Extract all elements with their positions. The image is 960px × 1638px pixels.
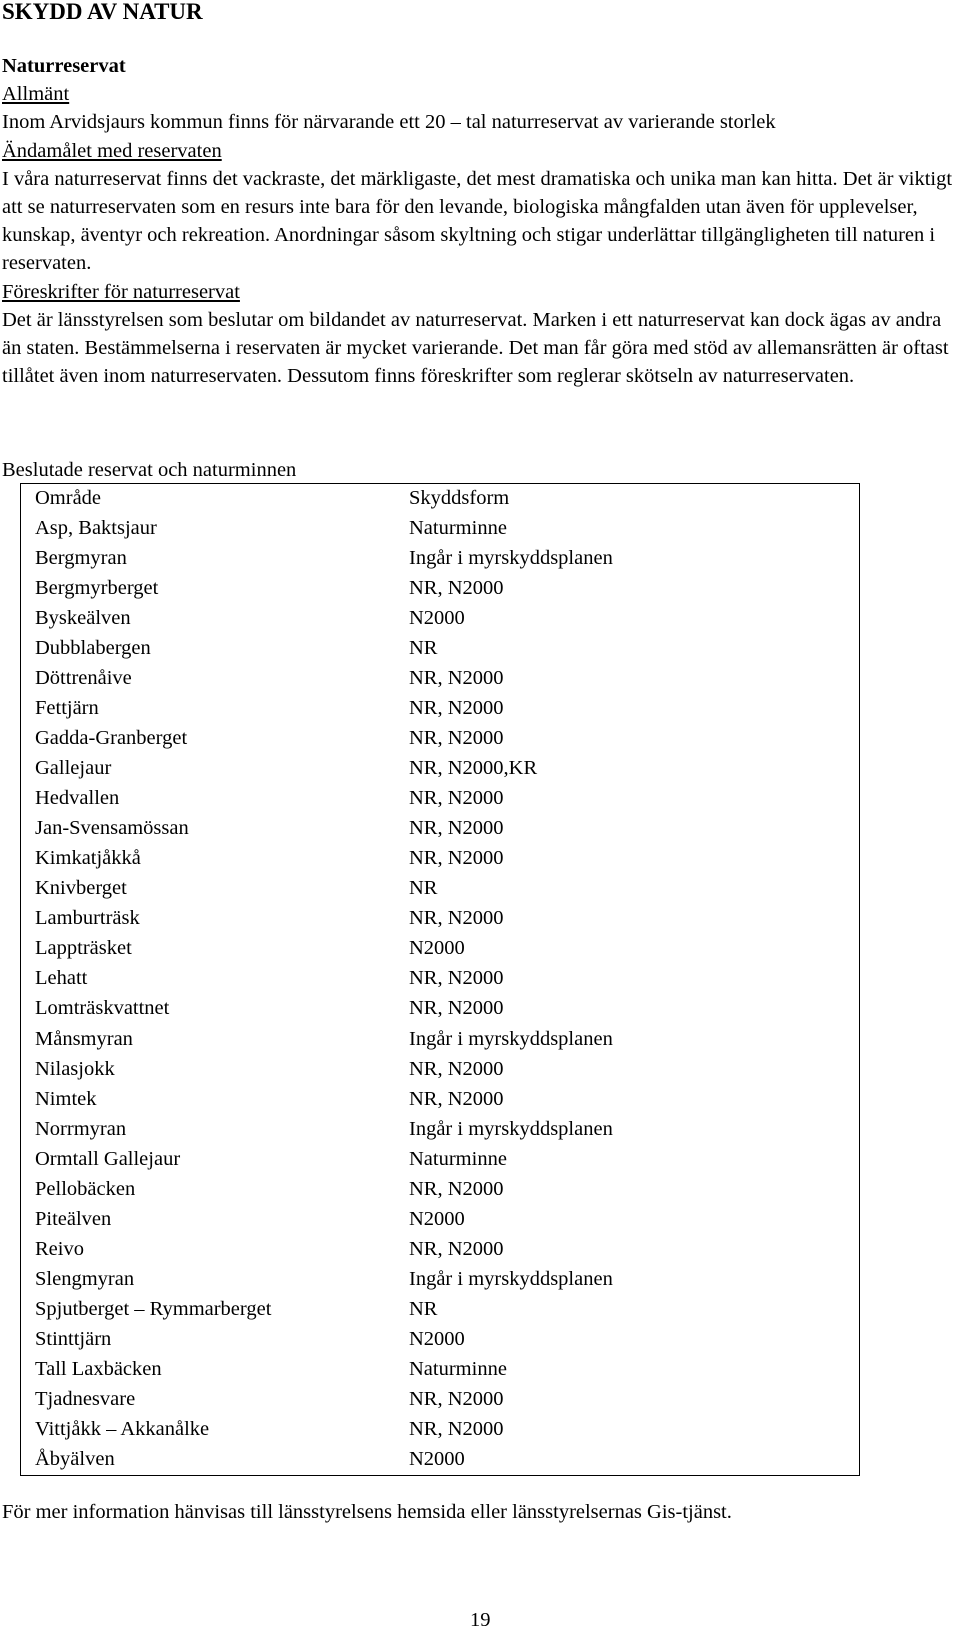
document-body: [2, 52, 954, 390]
table-row: [21, 514, 860, 544]
table-row: [21, 1234, 860, 1264]
protection-form-cell: NR, N2000: [409, 1057, 504, 1080]
protection-form-cell: NR, N2000: [409, 727, 504, 750]
table-row: [21, 1445, 860, 1476]
protection-form-cell: N2000: [409, 607, 465, 630]
table-row: [21, 634, 860, 664]
protection-form-cell: Naturminne: [409, 1357, 507, 1380]
table-row: [21, 724, 860, 754]
table-header-row: [21, 484, 860, 515]
area-cell: Gallejaur: [35, 757, 112, 780]
protection-form-cell: NR, N2000: [409, 667, 504, 690]
table-row: [21, 814, 860, 844]
table-row: [21, 1114, 860, 1144]
area-cell: Döttrenåive: [35, 667, 132, 690]
rules-heading: Föreskrifter för naturreservat: [2, 280, 240, 303]
table-row: [21, 934, 860, 964]
table-row: [21, 1084, 860, 1114]
table-row: [21, 1324, 860, 1354]
area-cell: Tall Laxbäcken: [35, 1357, 162, 1380]
reserves-table-body: [21, 484, 860, 1476]
purpose-heading: Ändamålet med reservaten: [2, 139, 222, 162]
protection-form-cell: Naturminne: [409, 1147, 507, 1170]
area-cell: Kimkatjåkkå: [35, 847, 141, 870]
general-heading: Allmänt: [2, 83, 70, 106]
table-row: [21, 904, 860, 934]
protection-form-cell: N2000: [409, 1327, 465, 1350]
area-cell: Knivberget: [35, 877, 127, 900]
protection-form-cell: NR, N2000: [409, 697, 504, 720]
protection-form-cell: NR, N2000: [409, 817, 504, 840]
protection-form-cell: Ingår i myrskyddsplanen: [409, 1117, 613, 1140]
table-row: [21, 1264, 860, 1294]
table-row: [21, 754, 860, 784]
protection-form-cell: N2000: [409, 937, 465, 960]
header-area: Område: [35, 487, 102, 510]
area-cell: Asp, Baktsjaur: [35, 517, 157, 540]
area-cell: Lomträskvattnet: [35, 997, 170, 1020]
area-cell: Piteälven: [35, 1207, 112, 1230]
protection-form-cell: NR, N2000: [409, 847, 504, 870]
area-cell: Slengmyran: [35, 1267, 135, 1290]
protection-form-cell: NR, N2000: [409, 787, 504, 810]
protection-form-cell: NR, N2000: [409, 997, 504, 1020]
table-row: [21, 574, 860, 604]
area-cell: Vittjåkk – Akkanålke: [35, 1417, 210, 1440]
table-row: [21, 664, 860, 694]
protection-form-cell: NR, N2000: [409, 1387, 504, 1410]
area-cell: Ormtall Gallejaur: [35, 1147, 181, 1170]
area-cell: Gadda-Granberget: [35, 727, 188, 750]
protection-form-cell: Naturminne: [409, 517, 507, 540]
table-row: [21, 1174, 860, 1204]
area-cell: Lappträsket: [35, 937, 132, 960]
protection-form-cell: Ingår i myrskyddsplanen: [409, 547, 613, 570]
protection-form-cell: NR, N2000: [409, 967, 504, 990]
protection-form-cell: N2000: [409, 1447, 465, 1470]
area-cell: Norrmyran: [35, 1117, 127, 1140]
header-protection-form: Skyddsform: [409, 487, 510, 510]
protection-form-cell: NR: [409, 877, 438, 900]
area-cell: Lamburträsk: [35, 907, 140, 930]
protection-form-cell: Ingår i myrskyddsplanen: [409, 1027, 613, 1050]
purpose-paragraph: I våra naturreservat finns det vackraste, det märkligaste, det mest dramatiska och unika man kan hitta. Det är viktigt att se naturreservaten som en resurs inte bara för den levande, biologiska mångfalden utan även för upplevelser, kunskap, äventyr och rekreation. Anordningar såsom skyltning och stigar underlättar tillgängligheten till naturen i reservaten.: [2, 167, 953, 275]
area-cell: Månsmyran: [35, 1027, 133, 1050]
table-row: [21, 874, 860, 904]
general-paragraph: Inom Arvidsjaurs kommun finns för närvarande ett 20 – tal naturreservat av varierande storlek: [2, 111, 776, 134]
protection-form-cell: NR: [409, 1297, 438, 1320]
area-cell: Dubblabergen: [35, 637, 151, 660]
area-cell: Lehatt: [35, 967, 88, 990]
area-cell: Hedvallen: [35, 787, 120, 810]
table-row: [21, 1144, 860, 1174]
table-row: [21, 994, 860, 1024]
protection-form-cell: NR, N2000: [409, 1177, 504, 1200]
area-cell: Spjutberget – Rymmarberget: [35, 1297, 272, 1320]
table-row: [21, 1204, 860, 1234]
table-row: [21, 544, 860, 574]
protection-form-cell: NR, N2000: [409, 907, 504, 930]
protection-form-cell: NR, N2000: [409, 1087, 504, 1110]
area-cell: Stinttjärn: [35, 1327, 112, 1350]
area-cell: Nilasjokk: [35, 1057, 115, 1080]
table-row: [21, 1415, 860, 1445]
protection-form-cell: NR, N2000,KR: [409, 757, 538, 780]
protection-form-cell: NR, N2000: [409, 1237, 504, 1260]
table-row: [21, 964, 860, 994]
area-cell: Bergmyran: [35, 547, 127, 570]
area-cell: Reivo: [35, 1237, 84, 1260]
table-row: [21, 1024, 860, 1054]
area-cell: Jan-Svensamössan: [35, 817, 189, 840]
area-cell: Åbyälven: [35, 1447, 115, 1470]
table-row: [21, 844, 860, 874]
area-cell: Bergmyrberget: [35, 577, 159, 600]
page-number: 19: [470, 1609, 491, 1631]
document-title: SKYDD AV NATUR: [2, 0, 203, 24]
area-cell: Byskeälven: [35, 607, 131, 630]
reserves-table: [20, 483, 860, 1476]
area-cell: Tjadnesvare: [35, 1387, 136, 1410]
table-row: [21, 1354, 860, 1384]
table-row: [21, 1054, 860, 1084]
protection-form-cell: NR, N2000: [409, 577, 504, 600]
table-row: [21, 1294, 860, 1324]
protection-form-cell: Ingår i myrskyddsplanen: [409, 1267, 613, 1290]
footer-note: För mer information hänvisas till länsstyrelsens hemsida eller länsstyrelsernas Gis-tjänst.: [2, 1501, 732, 1523]
area-cell: Fettjärn: [35, 697, 99, 720]
table-row: [21, 1384, 860, 1414]
area-cell: Pellobäcken: [35, 1177, 136, 1200]
area-cell: Nimtek: [35, 1087, 97, 1110]
table-row: [21, 694, 860, 724]
protection-form-cell: N2000: [409, 1207, 465, 1230]
protection-form-cell: NR, N2000: [409, 1417, 504, 1440]
protection-form-cell: NR: [409, 637, 438, 660]
table-row: [21, 604, 860, 634]
rules-paragraph: Det är länsstyrelsen som beslutar om bildandet av naturreservat. Marken i ett naturreservat kan dock ägas av andra än staten. Bestämmelserna i reservaten är mycket varierande. Det man får göra med stöd av allemansrätten är oftast tillåtet även inom naturreservaten. Dessutom finns föreskrifter som reglerar skötseln av naturreservaten.: [2, 308, 949, 388]
section-heading: Naturreservat: [2, 55, 126, 77]
table-row: [21, 784, 860, 814]
table-caption: Beslutade reservat och naturminnen: [2, 459, 297, 481]
